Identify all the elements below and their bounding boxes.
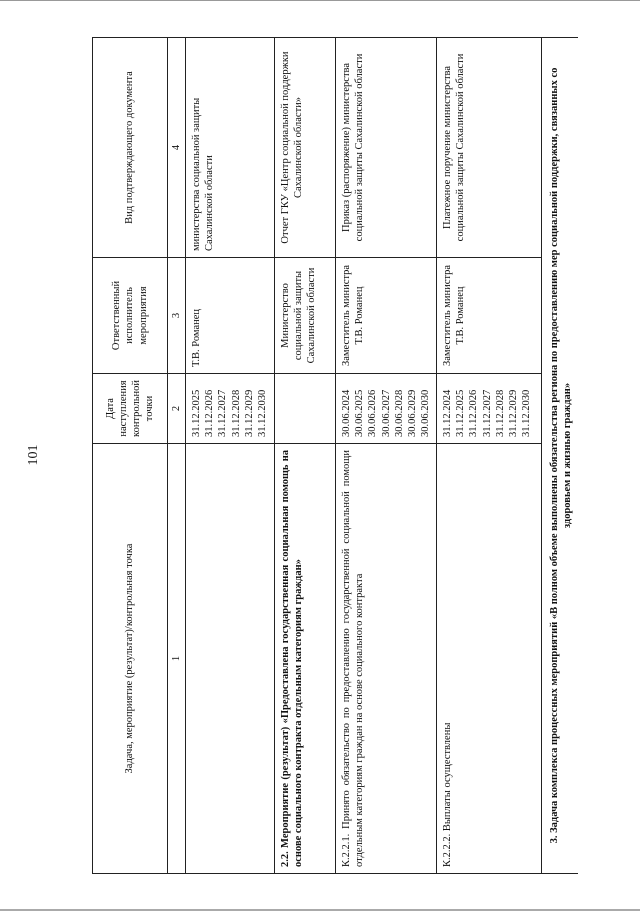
row-task: К.2.2.1. Принято обязательство по предоставлению государственной социальной помощи отдельным категориям граждан на основе социального контракта — [336, 444, 437, 874]
table-row — [275, 38, 336, 874]
header-responsible: Ответственный исполнитель мероприятия — [93, 258, 168, 374]
row-dates: 31.12.2025 31.12.2026 31.12.2027 31.12.2028 31.12.2029 31.12.2030 — [186, 374, 275, 444]
row-task: К.2.2.2. Выплаты осуществлены — [437, 444, 542, 874]
table-row — [437, 38, 542, 874]
row-responsible: Заместитель министра Т.В. Романец — [437, 258, 542, 374]
header-row — [93, 38, 168, 874]
table-sheet — [92, 38, 574, 874]
col-number: 4 — [168, 38, 186, 258]
header-document: Вид подтверждающего документа — [93, 38, 168, 258]
page-top-edge — [0, 0, 640, 1]
row-responsible: Т.В. Романец — [186, 258, 275, 374]
col-number: 1 — [168, 444, 186, 874]
column-numbers-row — [168, 38, 186, 874]
row-document: Платежное поручение министерства социальной защиты Сахалинской области — [437, 38, 542, 258]
header-date: Дата наступления контрольной точки — [93, 374, 168, 444]
section-3-heading: 3. Задача комплекса процессных мероприятий «В полном объеме выполнены обязательства региона по предоставлению мер социальной поддержки, связанных со здоровьем и жизнью граждан» — [542, 38, 579, 874]
header-task: Задача, мероприятие (результат)/контрольная точка — [93, 444, 168, 874]
row-responsible: Заместитель министра Т.В. Романец — [336, 258, 437, 374]
col-number: 2 — [168, 374, 186, 444]
col-number: 3 — [168, 258, 186, 374]
table-row — [186, 38, 275, 874]
rotated-table-container — [92, 38, 574, 874]
row-document: министерства социальной защиты Сахалинской области — [186, 38, 275, 258]
row-dates — [275, 374, 336, 444]
row-task: 2.2. Мероприятие (результат) «Предоставлена государственная социальная помощь на основе социального контракта отдельным категориям граждан» — [275, 444, 336, 874]
row-dates: 30.06.2024 30.06.2025 30.06.2026 30.06.2027 30.06.2028 30.06.2029 30.06.2030 — [336, 374, 437, 444]
page-number: 101 — [26, 444, 41, 466]
row-task — [186, 444, 275, 874]
row-document: Приказ (распоряжение) министерства социальной защиты Сахалинской области — [336, 38, 437, 258]
table-row — [336, 38, 437, 874]
row-responsible: Министерство социальной защиты Сахалинской области — [275, 258, 336, 374]
section-3-row — [542, 38, 579, 874]
control-points-table — [92, 37, 578, 874]
row-dates: 31.12.2024 31.12.2025 31.12.2026 31.12.2027 31.12.2028 31.12.2029 31.12.2030 — [437, 374, 542, 444]
row-document: Отчет ГКУ «Центр социальной поддержки Сахалинской области» — [275, 38, 336, 258]
